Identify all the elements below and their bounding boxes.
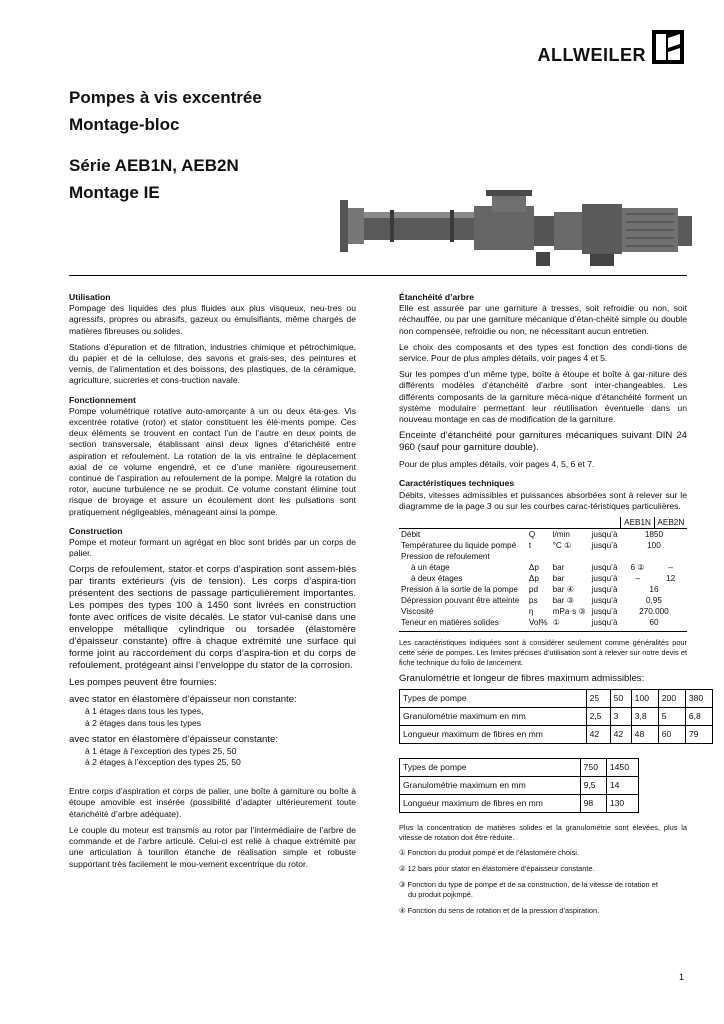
- table-cell: 5: [658, 708, 685, 726]
- table-cell: l/min: [552, 530, 570, 540]
- table-cell: Températuree du liquide pompé: [401, 541, 517, 551]
- page-subtitle: Montage-bloc: [69, 115, 180, 134]
- construction-p7: Le couple du moteur est transmis au rotor par l’intermédiaire de l’arbre de commande et de l’arbre articulé. Celui-ci est relié à chaque extrémité par une articulation à tourillon étanche de réalisation simple et robuste supportant très facilement le mou-vement excentrique du rotor.: [69, 824, 356, 869]
- table-cell: 12: [666, 574, 676, 584]
- table-cell: 60: [649, 618, 659, 628]
- tech-intro: Débits, vitesses admissibles et puissances absorbées sont à relever sur le diagramme de la page 3 ou sur les courbes carac-téristiques particulières.: [399, 489, 687, 511]
- table-cell: 50: [610, 690, 631, 708]
- table-cell: à un étage: [411, 563, 450, 573]
- list-item: à 2 étages à l’exception des types 25, 50: [85, 757, 241, 768]
- table-cell: 3,8: [631, 708, 658, 726]
- tech-col-aeb2n: AEB2N: [654, 517, 687, 529]
- table-cell: Δp: [528, 574, 539, 584]
- table-cell: –: [668, 563, 673, 573]
- table-cell: 1850: [644, 530, 664, 540]
- table-cell: 9,5: [580, 777, 606, 795]
- utilisation-p1: Pompage des liquides des plus fluides aux plus visqueux, neu-tres ou agressifs, propres ou abrasifs, gazeux ou émulsifiants, même chargés de matières fibreuses ou solides.: [69, 303, 356, 336]
- page-title: Pompes à vis excentrée: [69, 88, 262, 107]
- allweiler-mark-icon: [652, 30, 684, 64]
- table-cell: jusqu’à: [591, 530, 618, 540]
- table-cell: 79: [685, 726, 712, 744]
- utilisation-heading: Utilisation: [69, 292, 111, 302]
- table-cell: jusqu’à: [591, 541, 618, 551]
- table-cell: 200: [658, 690, 685, 708]
- table-cell: 16: [649, 585, 659, 595]
- table-cell: bar ④: [552, 585, 575, 595]
- table-cell: Débit: [401, 530, 421, 540]
- footnote-3: ③ Fonction du type de pompe et de sa construction, de la vitesse de rotation et: [399, 880, 658, 890]
- table-row: [400, 777, 639, 795]
- table-cell: jusqu’à: [591, 618, 618, 628]
- table-cell: [654, 551, 687, 562]
- table-row: [399, 606, 687, 617]
- table-cell: 2,5: [586, 708, 610, 726]
- construction-p1: Pompe et moteur formant un agrégat en bloc sont bridés par un corps de palier.: [69, 537, 356, 559]
- table-cell: [527, 551, 551, 562]
- table-cell: à deux étages: [411, 574, 463, 584]
- granulo-table-1: [399, 689, 713, 744]
- table-row: [399, 540, 687, 551]
- tech-col-aeb1n: AEB1N: [621, 517, 654, 529]
- table-cell: ①: [552, 618, 560, 628]
- footnote-2: ② 12 bars pour stator en élastomère d’épaisseur constante.: [399, 864, 595, 874]
- page-number: 1: [678, 972, 684, 982]
- utilisation-p2: Stations d’épuration et de filtration, industries chimique et pétrochimique, du papier et de la cellulose, des savons et grais-ses, des peintures et vernis, de l’alimentation et des boissons, des plastiques, de la céramique, agriculture, sucreries et cons-truction navale.: [69, 341, 356, 386]
- table-row: [400, 795, 639, 813]
- table-cell: mPa·s ③: [552, 607, 586, 617]
- table-cell: [590, 551, 621, 562]
- table-row: [400, 708, 713, 726]
- table-row: [400, 759, 639, 777]
- construction-p3: Les pompes peuvent être fournies:: [69, 677, 217, 689]
- table-cell: 0,95: [645, 596, 662, 606]
- footnote-4: ④ Fonction du sens de rotation et de la pression d’aspiration.: [399, 906, 600, 916]
- table-cell: Δp: [528, 563, 539, 573]
- table-cell: Pression de refoulement: [401, 552, 490, 562]
- granulo-heading: Granulométrie et longeur de fibres maximum admissibles:: [399, 673, 645, 685]
- fonctionnement-p1: Pompe volumétrique rotative auto-amorçante à un ou deux éta-ges. Vis excentrée rotative (rotor) et stator constituent les élé-ments pompe. Ces deux éléments se trouvent en contact l’un de l’autre en deux points de section transversale, établissant ainsi deux lignes d’étanchéité entre aspiration et refoulement. La rotation de la vis entraîne le déplacement axial de ce volume engendré, et ce d’une manière rigoureusement continue de l’aspiration au refoulement de la pompe. Malgré la rotation du rotor, aucune turbulence ne se produit. Ce volume constant élimine tout risque de broyage et assure un écoulement dont les pulsations sont pratiquement négligeables, ménageant ainsi la pompe.: [69, 405, 356, 517]
- table-cell: 98: [580, 795, 606, 813]
- granulo-note: Plus la concentration de matières solides et la granulométrie sont élevées, plus la vitesse de rotation doit être réduite.: [399, 823, 687, 843]
- table-cell: Granulométrie maximum en mm: [400, 777, 581, 795]
- table-cell: 380: [685, 690, 712, 708]
- table-cell: bar ③: [552, 596, 575, 606]
- table-cell: Vol%: [528, 618, 548, 628]
- construction-p5: avec stator en élastomère d’épaisseur constante:: [69, 733, 279, 745]
- table-cell: [621, 551, 654, 562]
- granulo-table-2: [399, 758, 639, 813]
- table-cell: Types de pompe: [400, 759, 581, 777]
- list-item: à 2 étages dans tous les types: [85, 717, 202, 728]
- header-divider: [69, 275, 687, 276]
- table-cell: 42: [610, 726, 631, 744]
- list-item: à 1 étage à l’exception des types 25, 50: [85, 745, 237, 756]
- table-cell: Viscosité: [401, 607, 434, 617]
- pump-illustration: [300, 182, 700, 272]
- table-row: [400, 690, 713, 708]
- table-cell: °C ①: [552, 541, 572, 551]
- table-cell: 14: [606, 777, 638, 795]
- table-cell: η: [528, 607, 534, 617]
- table-cell: bar: [552, 563, 565, 573]
- table-cell: 6 ②: [630, 563, 645, 573]
- table-cell: pd: [528, 585, 539, 595]
- construction-p6: Entre corps d’aspiration et corps de palier, une boîte à garniture ou boîte à étoupe amovible est insérée (possibilité d’adapter ultérieurement toute étanchéité d’arbre adéquate).: [69, 786, 356, 819]
- allweiler-logo: [538, 30, 685, 64]
- construction-heading: Construction: [69, 525, 123, 536]
- table-cell: jusqu’à: [591, 585, 618, 595]
- table-cell: [551, 551, 590, 562]
- table-cell: 25: [586, 690, 610, 708]
- table-cell: Pression à la sortie de la pompe: [401, 585, 518, 595]
- table-row: [399, 551, 687, 562]
- table-cell: –: [635, 574, 640, 584]
- table-cell: jusqu’à: [591, 596, 618, 606]
- tech-heading: Caractéristiques techniques: [399, 478, 515, 489]
- etancheite-p3: Sur les pompes d’un même type, boîte à étoupe et boîte à gar-niture des différents modèles d’étanchéité d’arbre sont inter-changeables. Les différents composants de la garniture méca-nique d’étanchéité forment un système modulaire permettant leur réutilisation éventuelle dans un nouveau montage en cas de modification de la garniture.: [399, 369, 687, 425]
- table-cell: jusqu’à: [591, 607, 618, 617]
- tech-after: Les caractéristiques indiquées sont à considérer seulement comme généralités pour cette série de pompes. Les limites précises d’utilisation sont à relever sur notre devis et fiche technique du folio de lancement.: [399, 638, 687, 668]
- table-cell: 130: [606, 795, 638, 813]
- table-cell: bar: [552, 574, 565, 584]
- list-item: à 1 étages dans tous les types,: [85, 706, 204, 717]
- footnote-3-cont: du produit pojkmpé.: [408, 890, 473, 900]
- table-cell: Longueur maximum de fibres en mm: [400, 726, 587, 744]
- table-cell: 100: [631, 690, 658, 708]
- table-cell: 60: [658, 726, 685, 744]
- table-row: [399, 595, 687, 606]
- table-cell: 6,8: [685, 708, 712, 726]
- etancheite-p1: Elle est assurée par une garniture à tresses, soit refroidie ou non, soit réchauffée, ou par une garniture mécanique d’étan-chéité simple ou double non compensée, refroidie ou non, ne nécessitant aucun entretien.: [399, 303, 687, 336]
- table-cell: 3: [610, 708, 631, 726]
- table-cell: t: [528, 541, 532, 551]
- etancheite-p2: Le choix des composants et des types est fonction des condi-tions de service. Pour de plus amples détails, voir pages 4 et 5.: [399, 341, 687, 364]
- table-cell: 48: [631, 726, 658, 744]
- table-row: [400, 726, 713, 744]
- table-cell: Longueur maximum de fibres en mm: [400, 795, 581, 813]
- table-row: [399, 584, 687, 595]
- footnote-1: ① Fonction du produit pompé et de l’élastomère choisi.: [399, 848, 579, 858]
- table-row: [399, 529, 687, 541]
- table-cell: 750: [580, 759, 606, 777]
- table-cell: 42: [586, 726, 610, 744]
- table-cell: Granulométrie maximum en mm: [400, 708, 587, 726]
- table-row: [399, 573, 687, 584]
- left-column: [69, 292, 356, 875]
- table-cell: jusqu’à: [591, 574, 618, 584]
- table-cell: Types de pompe: [400, 690, 587, 708]
- fonctionnement-heading: Fonctionnement: [69, 394, 136, 405]
- table-cell: Dépression pouvant être atteinte: [401, 596, 520, 606]
- construction-p2: Corps de refoulement, stator et corps d’aspiration sont assem-blés par tirants extérieurs (vis de tension). Les corps d’aspira-tion présentent des sections de passage particulièrement importantes. Les pompes des types 100 à 1450 sont livrées en construction fonte avec orifices de visite décalés. Le stator vul-canisé dans une enveloppe métallique cylindrique ou torsadée (élastomère d’épaisseur constante) offre à chaque extrémité une surface qui forme joint au raccordement du corps d’aspira-tion et du corps de refoulement, protégeant ainsi l’enveloppe du stator de la corrosion.: [69, 564, 356, 672]
- mounting-title: Montage IE: [69, 183, 160, 202]
- tech-table: [399, 517, 687, 628]
- etancheite-p5: Pour de plus amples détails, voir pages 4, 5, 6 et 7.: [399, 459, 595, 470]
- table-cell: ps: [528, 596, 538, 606]
- table-cell: 270.000: [639, 607, 669, 617]
- series-title: Série AEB1N, AEB2N: [69, 156, 239, 175]
- etancheite-p4: Enceinte d’étanchéité pour garnitures mécaniques suivant DIN 24 960 (sauf pour garniture double).: [399, 430, 687, 454]
- table-row: [399, 617, 687, 628]
- table-cell: 100: [647, 541, 661, 551]
- table-cell: Q: [528, 530, 536, 540]
- table-cell: 1450: [606, 759, 638, 777]
- brand-name: ALLWEILER: [537, 45, 646, 65]
- table-cell: jusqu’à: [591, 563, 618, 573]
- etancheite-heading: Étanchéité d’arbre: [399, 292, 474, 302]
- construction-p4: avec stator en élastomère d’épaisseur non constante:: [69, 694, 297, 706]
- right-column: [399, 292, 704, 916]
- table-row: [399, 562, 687, 573]
- table-cell: Teneur en matières solides: [401, 618, 499, 628]
